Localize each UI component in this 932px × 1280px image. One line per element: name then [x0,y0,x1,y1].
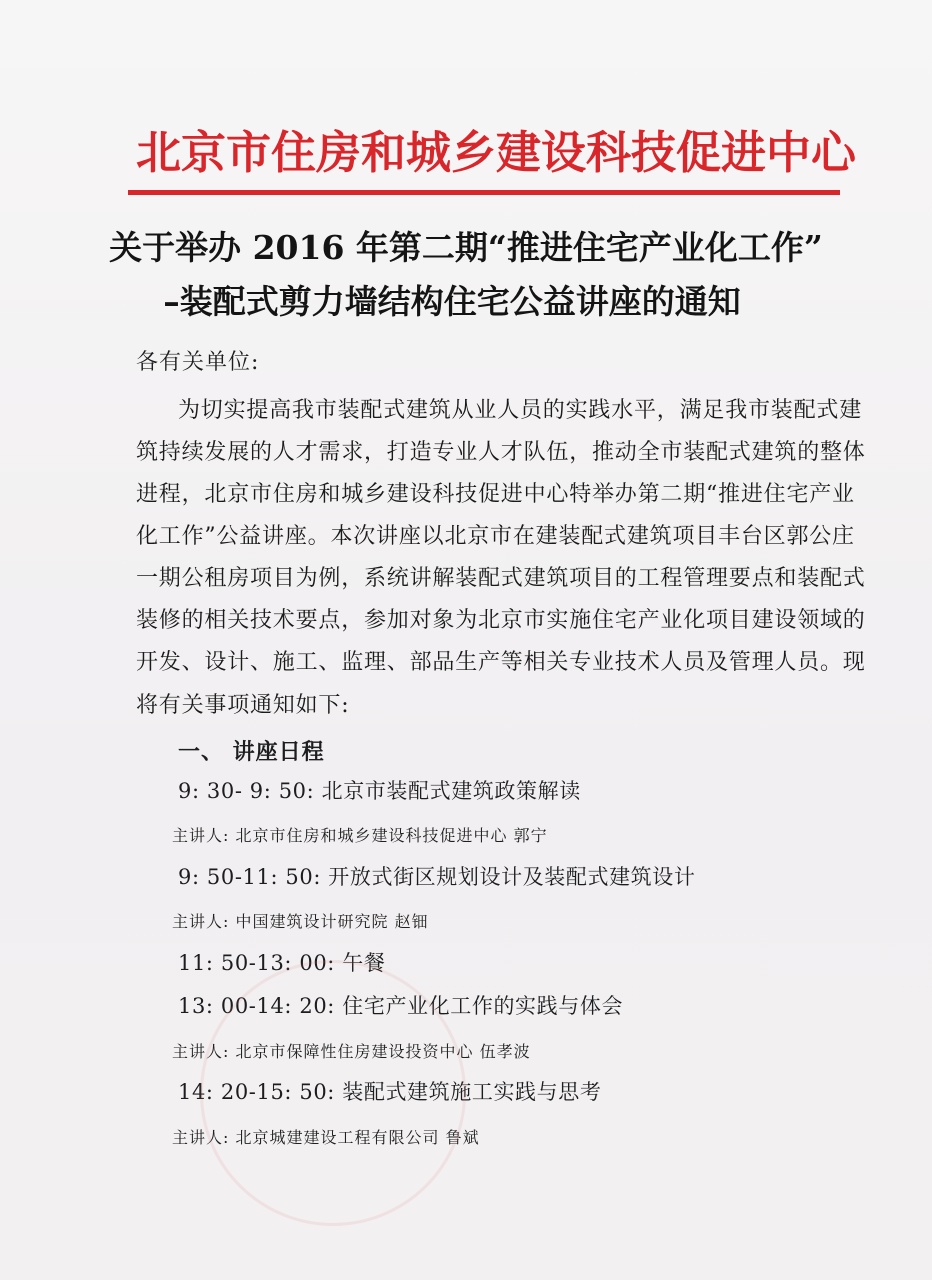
letterhead-red-rule [128,190,840,195]
body-paragraph-line: 进程，北京市住房和城乡建设科技促进中心特举办第二期“推进住宅产业 [136,482,855,507]
body-paragraph-line: 筑持续发展的人才需求，打造专业人才队伍，推动全市装配式建筑的整体 [136,440,866,465]
body-paragraph-line: 为切实提高我市装配式建筑从业人员的实践水平，满足我市装配式建 [178,398,863,423]
schedule-time: 9: 30- 9: 50: [178,779,315,803]
schedule-item [178,947,385,977]
schedule-topic: 住宅产业化工作的实践与体会 [342,994,624,1018]
schedule-topic: 北京市装配式建筑政策解读 [321,779,581,803]
schedule-time: 9: 50-11: 50: [178,865,321,889]
body-paragraph-line: 一期公租房项目为例，系统讲解装配式建筑项目的工程管理要点和装配式 [136,566,866,591]
schedule-time: 14: 20-15: 50: [178,1080,335,1104]
section-heading-schedule: 一、 讲座日程 [178,739,325,765]
schedule-item [178,990,623,1020]
body-paragraph-line: 将有关事项通知如下: [136,693,350,718]
schedule-time: 13: 00-14: 20: [178,994,335,1018]
salutation: 各有关单位: [136,350,260,375]
schedule-topic: 装配式建筑施工实践与思考 [342,1080,602,1104]
notice-title-line-1: 关于举办 2016 年第二期“推进住宅产业化工作” [109,228,823,267]
schedule-topic: 午餐 [342,951,386,975]
schedule-speaker: 主讲人: 北京市保障性住房建设投资中心 伍孝波 [172,1042,531,1061]
schedule-speaker: 主讲人: 中国建筑设计研究院 赵钿 [172,912,429,931]
schedule-item [178,775,581,805]
body-paragraph-line: 装修的相关技术要点，参加对象为北京市实施住宅产业化项目建设领域的 [136,608,866,633]
schedule-speaker: 主讲人: 北京市住房和城乡建设科技促进中心 郭宁 [172,826,548,845]
letterhead-title: 北京市住房和城乡建设科技促进中心 [136,126,857,179]
body-paragraph-line: 化工作”公益讲座。本次讲座以北京市在建装配式建筑项目丰台区郭公庄 [136,524,855,549]
schedule-item [178,1076,601,1106]
body-paragraph-line: 开发、设计、施工、监理、部品生产等相关专业技术人员及管理人员。现 [136,650,866,675]
schedule-speaker: 主讲人: 北京城建建设工程有限公司 鲁斌 [172,1128,480,1147]
schedule-time: 11: 50-13: 00: [178,951,335,975]
schedule-topic: 开放式街区规划设计及装配式建筑设计 [328,865,696,889]
schedule-item [178,861,695,891]
notice-title-line-2: –装配式剪力墙结构住宅公益讲座的通知 [163,282,741,321]
